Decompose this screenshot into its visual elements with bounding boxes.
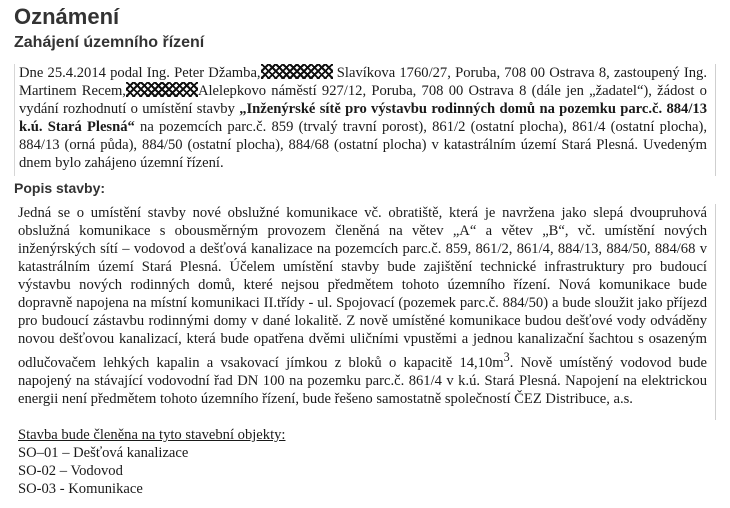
description-text-2: . Nově umístěný vodovod bude napojený na stávající vodovodní řad DN 100 na pozemku parc.č. 861/4 v k.ú. Stará Plesná. Napojení na elektrickou energii není předmětem tohoto územního řízení, bude řešeno samostatně společností ČEZ Distribuce, a.s. (18, 354, 708, 407)
objects-heading: Stavba bude členěna na tyto stavební objekty: (18, 427, 286, 443)
description-heading: Popis stavby: (14, 180, 106, 196)
description-paragraph (14, 204, 716, 420)
intro-text-1: Dne 25.4.2014 podal Ing. Peter Džamba, (19, 65, 261, 81)
redaction-mark (261, 64, 333, 79)
intro-text-4: na pozemcích parc.č. 859 (trvalý travní porost), 861/2 (ostatní plocha), 861/4 (ostatní plocha), 884/13 (orná půda), 884/50 (ostatní plocha), 884/68 (ostatní plocha) v katastrálním území Stará Plesná. Uvedeným dnem bylo zahájeno územní řízení. (19, 119, 708, 171)
page-title: Oznámení (14, 4, 120, 29)
project-name: „Inženýrské sítě pro výstavbu rodinných domů na pozemku parc.č. 884/13 k.ú. Stará Plesná“ (19, 101, 707, 135)
building-objects (14, 426, 285, 498)
intro-text-3: Alelepkovo náměstí 927/12, Poruba, 708 00 Ostrava 8 (dále jen „žadatel“), žádost o vydání rozhodnutí o umístění stavby (19, 83, 707, 117)
intro-text-2: Slavíkova 1760/27, Poruba, 708 00 Ostrava 8, zastoupený Ing. Martinem Recem, (19, 65, 707, 99)
object-item: SO–01 – Dešťová kanalizace (18, 445, 189, 461)
description-text-1: Jedná se o umístění stavby nové obslužné komunikace vč. obratiště, která je navržena jako slepá dvoupruhová obslužná komunikace s obousměrným provozem členěná na větev „A“ a větev „B“, vč. umístění nových inženýrských sítí – vodovod a dešťová kanalizace na pozemcích parc.č. 859, 861/2, 861/4, 884/13, 884/50, 884/68 v katastrálním území Stará Plesná. Účelem umístění stavby bude zajištění technické infrastruktury pro budoucí výstavbu nových rodinných domů, které nejsou předmětem tohoto územního řízení. Nová komunikace bude dopravně napojena na místní komunikaci II.třídy - ul. Spojovací (pozemek parc.č. 884/50) a bude sloužit jako příjezd pro budoucí zástavbu rodinnými domy v dané lokalitě. Z nově umístěné komunikace budou dešťové vody odváděny novou dešťovou kanalizací, která bude opatřena dvěmi uličními vpustěmi a jednou kanalizační šachtou s osazeným odlučovačem lehkých kapalin a vsakovací jímkou z bloků o kapacitě 14,10m (18, 205, 707, 371)
object-item: SO-02 – Vodovod (18, 463, 123, 479)
intro-paragraph (14, 64, 716, 176)
object-item: SO-03 - Komunikace (18, 481, 143, 497)
page-subtitle: Zahájení územního řízení (14, 34, 205, 51)
redaction-mark (126, 82, 198, 97)
unit-superscript: 3 (503, 350, 510, 364)
